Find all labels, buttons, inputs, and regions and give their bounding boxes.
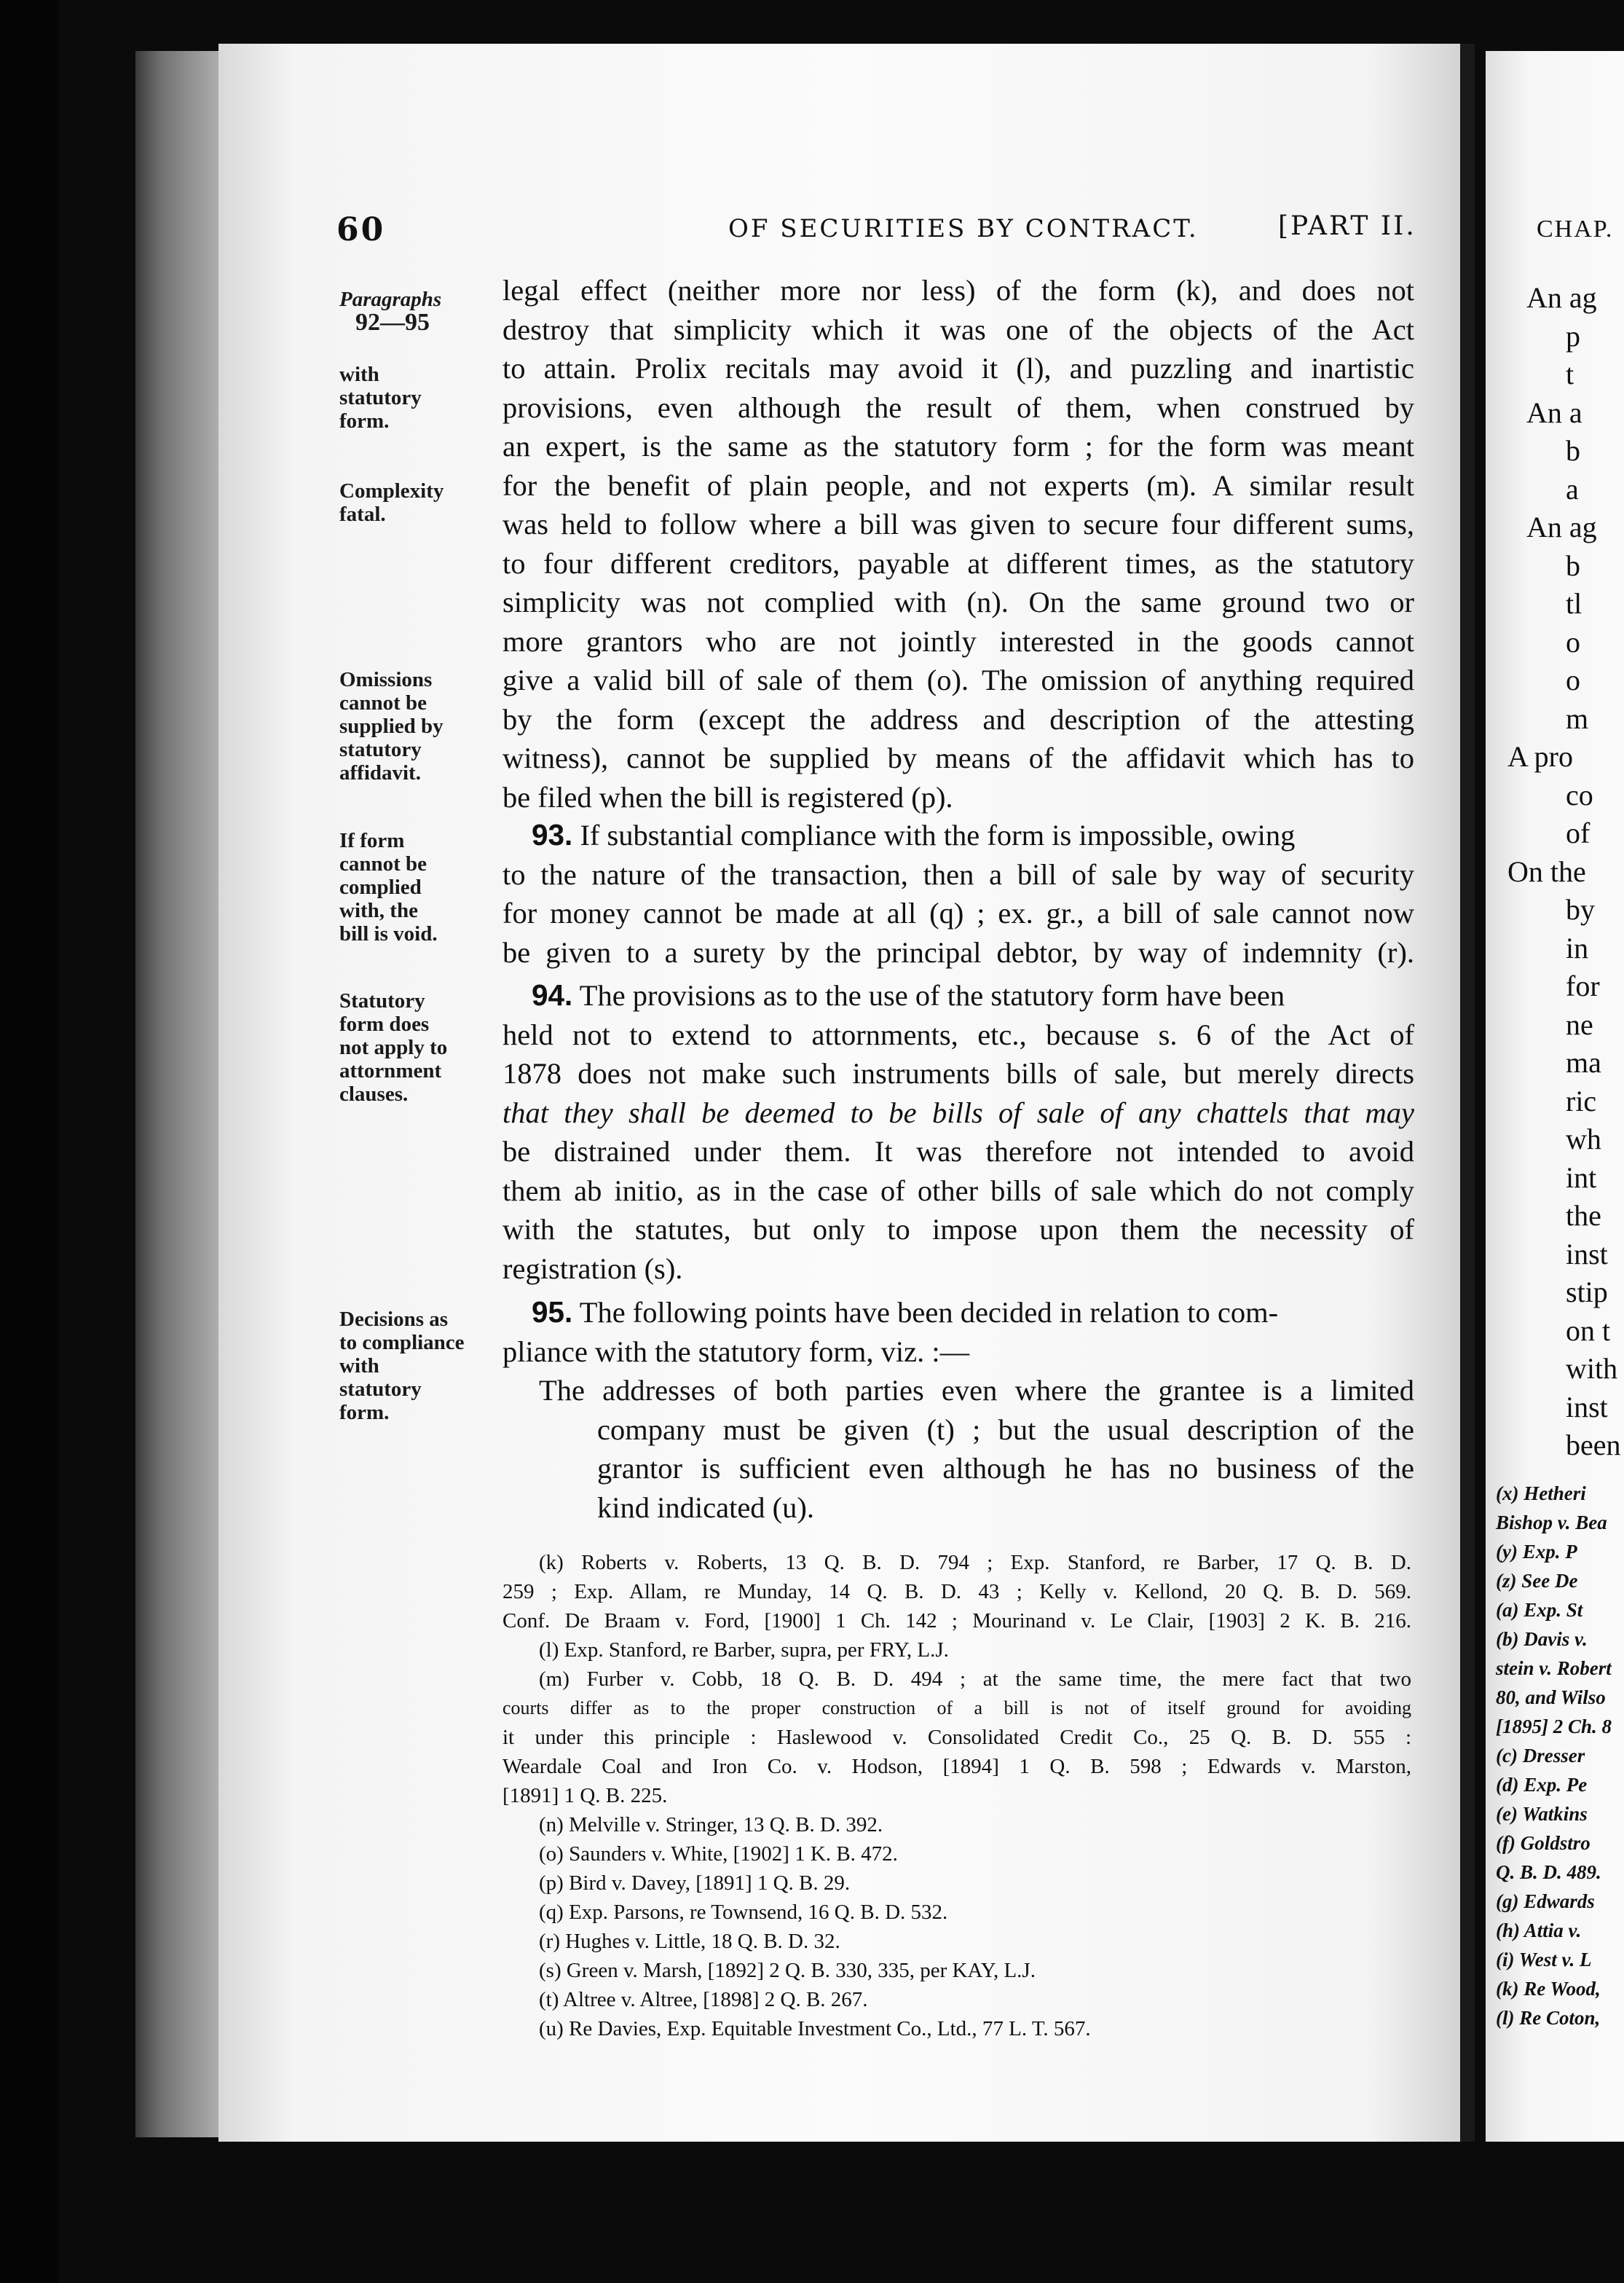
body-line: destroy that simplicity which it was one of the objects of the Act — [502, 313, 1414, 346]
footnote-line: (t) Altree v. Altree, [1898] 2 Q. B. 267. — [539, 1988, 868, 2011]
next-page-footnote-line: (k) Re Wood, — [1496, 1978, 1601, 2000]
next-page-line: m — [1566, 702, 1589, 735]
margin-note-line: Statutory — [339, 989, 425, 1013]
margin-note-line: Complexity — [339, 479, 444, 503]
body-line: kind indicated (u). — [597, 1490, 815, 1524]
margin-note-omissions — [339, 668, 507, 785]
next-page-footnote-line: 80, and Wilso — [1496, 1686, 1606, 1708]
binding-edge — [0, 0, 58, 2283]
body-line: 1878 does not make such instruments bills of sale, but merely directs — [502, 1057, 1414, 1090]
book-spine-edge — [135, 51, 230, 2137]
body-line: The addresses of both parties even where the grantee is a limited — [539, 1374, 1414, 1407]
footnote-line: (o) Saunders v. White, [1902] 1 K. B. 472. — [539, 1842, 898, 1866]
next-page-line: An ag — [1526, 281, 1597, 314]
body-line: held not to extend to attornments, etc., because s. 6 of the Act of — [502, 1018, 1414, 1051]
body-line: be distrained under them. It was therefore not intended to avoid — [502, 1135, 1414, 1168]
part-label: [PART II. — [1278, 211, 1416, 241]
margin-note-line: form. — [339, 1401, 390, 1424]
page-gutter — [1460, 44, 1475, 2142]
body-line: them ab initio, as in the case of other bills of sale which do not comply — [502, 1174, 1414, 1207]
margin-note-line: If form — [339, 829, 405, 852]
body-line: to attain. Prolix recitals may avoid it (l), and puzzling and inartistic — [502, 352, 1414, 385]
next-page-line: inst — [1566, 1390, 1608, 1423]
footnote-line: (l) Exp. Stanford, re Barber, supra, per FRY, L.J. — [539, 1638, 949, 1662]
margin-note-line: complied — [339, 876, 422, 899]
body-line: give a valid bill of sale of them (o). The omission of anything required — [502, 664, 1414, 696]
body-line: simplicity was not complied with (n). On the same ground two or — [502, 586, 1414, 618]
footnote-line: (m) Furber v. Cobb, 18 Q. B. D. 494 ; at the same time, the mere fact that two — [539, 1667, 1411, 1691]
margin-note-line: fatal. — [339, 503, 386, 526]
body-line: that they shall be deemed to be bills of sale of any chattels that may — [502, 1096, 1414, 1129]
next-page-line: ne — [1566, 1007, 1593, 1041]
body-line: be given to a surety by the principal debtor, by way of indemnity (r). — [502, 935, 1414, 969]
next-page-footnote-line: (a) Exp. St — [1496, 1599, 1583, 1621]
next-page-footnote-line: stein v. Robert — [1496, 1657, 1612, 1679]
margin-note-line: form. — [339, 409, 390, 433]
next-page-line: b — [1566, 434, 1580, 467]
margin-note-line: with, the — [339, 899, 418, 922]
next-page-footnote-line: (i) West v. L — [1496, 1949, 1592, 1970]
body-line: company must be given (t) ; but the usual description of the — [597, 1412, 1414, 1446]
next-page-footnote-line: Q. B. D. 489. — [1496, 1861, 1601, 1883]
next-page-line: been — [1566, 1429, 1621, 1461]
next-page-footnote-line: Bishop v. Bea — [1496, 1512, 1607, 1533]
body-line: pliance with the statutory form, viz. :— — [502, 1335, 970, 1368]
body-line: an expert, is the same as the statutory form ; for the form was meant — [502, 430, 1414, 463]
next-page-line: An ag — [1526, 511, 1597, 543]
body-line: legal effect (neither more nor less) of the form (k), and does not — [502, 274, 1414, 307]
page-number: 60 — [336, 211, 386, 248]
next-page-footnote-line: (f) Goldstro — [1496, 1832, 1591, 1854]
body-line: witness), cannot be supplied by means of the affidavit which has to — [502, 742, 1414, 774]
next-page-line: inst — [1566, 1237, 1608, 1270]
next-page-line: o — [1566, 664, 1580, 696]
margin-note-line: to compliance — [339, 1331, 465, 1354]
margin-note-line: supplied by — [339, 715, 444, 738]
next-page-footnote-line: (y) Exp. P — [1496, 1541, 1577, 1563]
margin-note-line: form does — [339, 1013, 430, 1036]
footnote-line: [1891] 1 Q. B. 225. — [502, 1784, 668, 1807]
next-page-line: b — [1566, 549, 1580, 582]
next-page-line: on t — [1566, 1313, 1611, 1347]
next-page-line: with — [1566, 1352, 1618, 1385]
body-line: The following points have been decided in relation to com- — [579, 1296, 1279, 1329]
margin-note-line: clauses. — [339, 1082, 409, 1106]
margin-note-line: affidavit. — [339, 761, 421, 785]
next-page-line: of — [1566, 817, 1591, 849]
margin-note-line: Paragraphs — [339, 288, 442, 311]
footnote-line: (s) Green v. Marsh, [1892] 2 Q. B. 330, 335, per KAY, L.J. — [539, 1959, 1036, 1982]
margin-note-line: not apply to — [339, 1036, 448, 1059]
body-line: provisions, even although the result of them, when construed by — [502, 390, 1414, 424]
next-page-line: in — [1566, 931, 1589, 964]
margin-note-attornment — [339, 989, 507, 1106]
margin-note-line: statutory — [339, 738, 422, 761]
body-line: registration (s). — [502, 1251, 683, 1285]
next-page-header: CHAP. — [1537, 216, 1614, 243]
margin-note-line: with — [339, 1354, 379, 1378]
body-line: If substantial compliance with the form is impossible, owing — [580, 819, 1296, 852]
margin-note-statutory-form — [339, 363, 507, 433]
next-page-footnote-line: (c) Dresser — [1496, 1745, 1585, 1767]
next-page-footnote-line: (d) Exp. Pe — [1496, 1774, 1588, 1796]
body-line: The provisions as to the use of the statutory form have been — [579, 979, 1285, 1012]
body-line: with the statutes, but only to impose upon them the necessity of — [502, 1213, 1414, 1246]
next-page-footnote-line: (e) Watkins — [1496, 1803, 1588, 1825]
footnote-line: courts differ as to the proper construction of a bill is not of itself ground for avoiding — [502, 1697, 1411, 1718]
margin-note-line: statutory — [339, 386, 422, 409]
section-number: 93. — [532, 818, 573, 852]
next-page-footnote-line: (x) Hetheri — [1496, 1482, 1586, 1504]
margin-note-line: with — [339, 363, 379, 386]
footnote-line: (k) Roberts v. Roberts, 13 Q. B. D. 794 ; Exp. Stanford, re Barber, 17 Q. B. D. — [539, 1551, 1411, 1574]
next-page-footnote-line: (b) Davis v. — [1496, 1628, 1588, 1650]
paragraph-93 — [502, 816, 1414, 972]
footnote-line: (u) Re Davies, Exp. Equitable Investment Co., Ltd., 77 L. T. 567. — [539, 2017, 1091, 2040]
margin-note-line: bill is void. — [339, 922, 438, 946]
next-page-line: A pro — [1507, 740, 1573, 773]
body-line: was held to follow where a bill was given to secure four different sums, — [502, 508, 1414, 541]
next-page-line: t — [1566, 358, 1574, 390]
body-line: to four different creditors, payable at different times, as the statutory — [502, 546, 1414, 580]
footnote-line: Conf. De Braam v. Ford, [1900] 1 Ch. 142 ; Mourinand v. Le Clair, [1903] 2 K. B. 216. — [502, 1609, 1411, 1632]
body-line: for money cannot be made at all (q) ; ex. gr., a bill of sale cannot now — [502, 897, 1414, 930]
body-line: by the form (except the address and description of the attesting — [502, 702, 1414, 736]
next-page-footnote-line: [1895] 2 Ch. 8 — [1496, 1716, 1612, 1737]
margin-note-line: Omissions — [339, 668, 433, 691]
next-page-line: a — [1566, 472, 1579, 506]
next-page-line: ric — [1566, 1084, 1597, 1117]
next-page-line: On the — [1507, 854, 1586, 888]
next-page-line: int — [1566, 1160, 1597, 1194]
section-number: 94. — [532, 978, 573, 1012]
footnote-line: Weardale Coal and Iron Co. v. Hodson, [1894] 1 Q. B. 598 ; Edwards v. Marston, — [502, 1755, 1411, 1778]
footnotes — [502, 1548, 1411, 2043]
paragraph-95 — [502, 1293, 1414, 1527]
footnote-line: (q) Exp. Parsons, re Townsend, 16 Q. B. D. 532. — [539, 1901, 948, 1924]
body-line: to the nature of the transaction, then a bill of sale by way of security — [502, 857, 1414, 891]
margin-note-line: 92—95 — [355, 309, 430, 336]
margin-note-complexity — [339, 479, 507, 526]
body-paragraph-continued — [502, 271, 1414, 817]
footnote-line: it under this principle : Haslewood v. Consolidated Credit Co., 25 Q. B. D. 555 : — [502, 1726, 1411, 1749]
footnote-line: (r) Hughes v. Little, 18 Q. B. D. 32. — [539, 1930, 840, 1953]
next-page-fragment — [1486, 51, 1624, 2142]
body-line: grantor is sufficient even although he has no business of the — [597, 1452, 1414, 1485]
section-number: 95. — [532, 1295, 573, 1329]
body-line: for the benefit of plain people, and not experts (m). A similar result — [502, 468, 1414, 502]
footnote-line: 259 ; Exp. Allam, re Munday, 14 Q. B. D. 43 ; Kelly v. Kellond, 20 Q. B. D. 569. — [502, 1580, 1411, 1603]
margin-note-line: Decisions as — [339, 1308, 449, 1331]
next-page-line: stip — [1566, 1276, 1608, 1308]
paragraph-94 — [502, 976, 1414, 1288]
next-page-footnote-line: (h) Attia v. — [1496, 1919, 1582, 1941]
next-page-line: for — [1566, 970, 1600, 1002]
margin-note-form-impossible — [339, 829, 507, 946]
next-page-line: wh — [1566, 1123, 1601, 1155]
margin-note-decisions — [339, 1308, 507, 1424]
next-page-footnote-line: (z) See De — [1496, 1570, 1578, 1592]
next-page-footnote-line: (l) Re Coton, — [1496, 2007, 1601, 2029]
margin-note-line: cannot be — [339, 691, 427, 715]
next-page-line: An a — [1526, 396, 1582, 429]
next-page-line: the — [1566, 1199, 1601, 1232]
next-page-footnote-line: (g) Edwards — [1496, 1890, 1595, 1912]
margin-note-line: cannot be — [339, 852, 427, 876]
next-page-line: tl — [1566, 587, 1582, 620]
next-page-line: ma — [1566, 1046, 1601, 1079]
margin-note-line: attornment — [339, 1059, 442, 1082]
footnote-line: (p) Bird v. Davey, [1891] 1 Q. B. 29. — [539, 1871, 851, 1895]
body-line: be filed when the bill is registered (p). — [502, 780, 953, 814]
running-title: OF SECURITIES BY CONTRACT. — [728, 214, 1199, 243]
next-page-line: p — [1566, 319, 1580, 353]
next-page-line: by — [1566, 893, 1595, 926]
body-line: more grantors who are not jointly interested in the goods cannot — [502, 624, 1414, 658]
margin-note-paragraphs — [339, 288, 507, 334]
next-page-line: o — [1566, 625, 1580, 659]
footnote-line: (n) Melville v. Stringer, 13 Q. B. D. 392. — [539, 1813, 883, 1836]
margin-note-line: statutory — [339, 1378, 422, 1401]
next-page-line: co — [1566, 778, 1593, 812]
